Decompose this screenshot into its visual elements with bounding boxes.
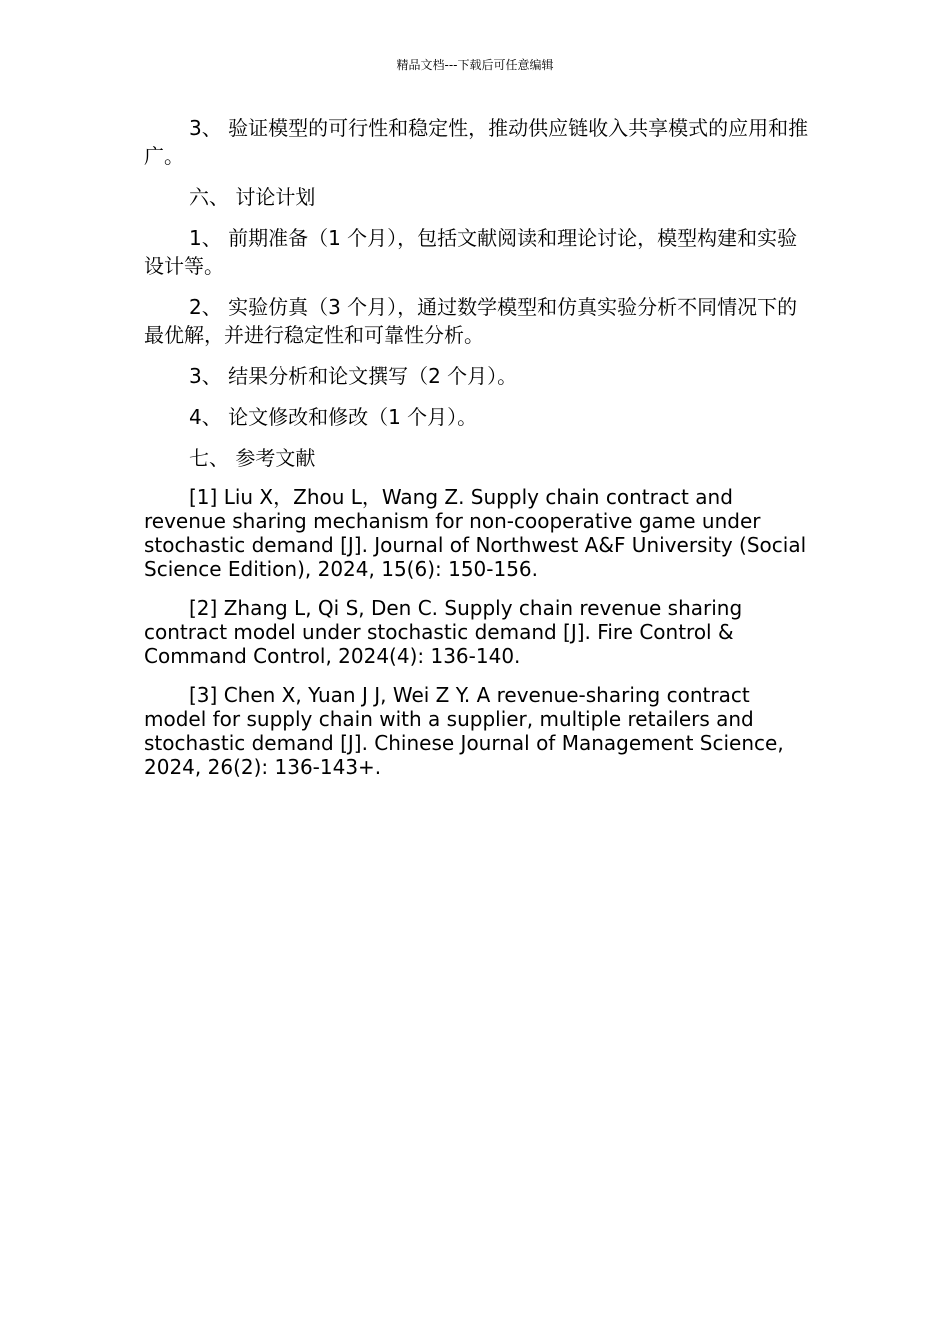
reference-1: [1] Liu X，Zhou L，Wang Z. Supply chain contract and revenue sharing mechanism for non-cooperative game under stochastic demand [J]. Journal of Northwest A&F University (Social Science Edition), 2024, 15(6): 150-156. [144,485,807,581]
plan-item-4: 4、 论文修改和修改（1 个月）。 [189,405,478,429]
plan-item-1: 1、 前期准备（1 个月），包括文献阅读和理论讨论，模型构建和实验设计等。 [144,226,798,278]
plan-item-3: 3、 结果分析和论文撰写（2 个月）。 [189,364,518,388]
document-body [144,114,810,779]
paragraph-goal-3: 3、 验证模型的可行性和稳定性，推动供应链收入共享模式的应用和推广。 [144,116,809,168]
section-heading-plan: 六、 讨论计划 [189,185,316,209]
page-header: 精品文档---下载后可任意编辑 [396,58,554,72]
reference-2: [2] Zhang L, Qi S, Den C. Supply chain revenue sharing contract model under stochastic demand [J]. Fire Control & Command Control, 2024(4): 136-140. [144,596,743,668]
plan-item-2: 2、 实验仿真（3 个月），通过数学模型和仿真实验分析不同情况下的最优解，并进行稳定性和可靠性分析。 [144,295,798,347]
section-heading-references: 七、 参考文献 [189,446,316,470]
reference-3: [3] Chen X, Yuan J J, Wei Z Y. A revenue-sharing contract model for supply chain with a supplier, multiple retailers and stochastic demand [J]. Chinese Journal of Management Science, 2024, 26(2): 136-143+. [144,683,784,779]
